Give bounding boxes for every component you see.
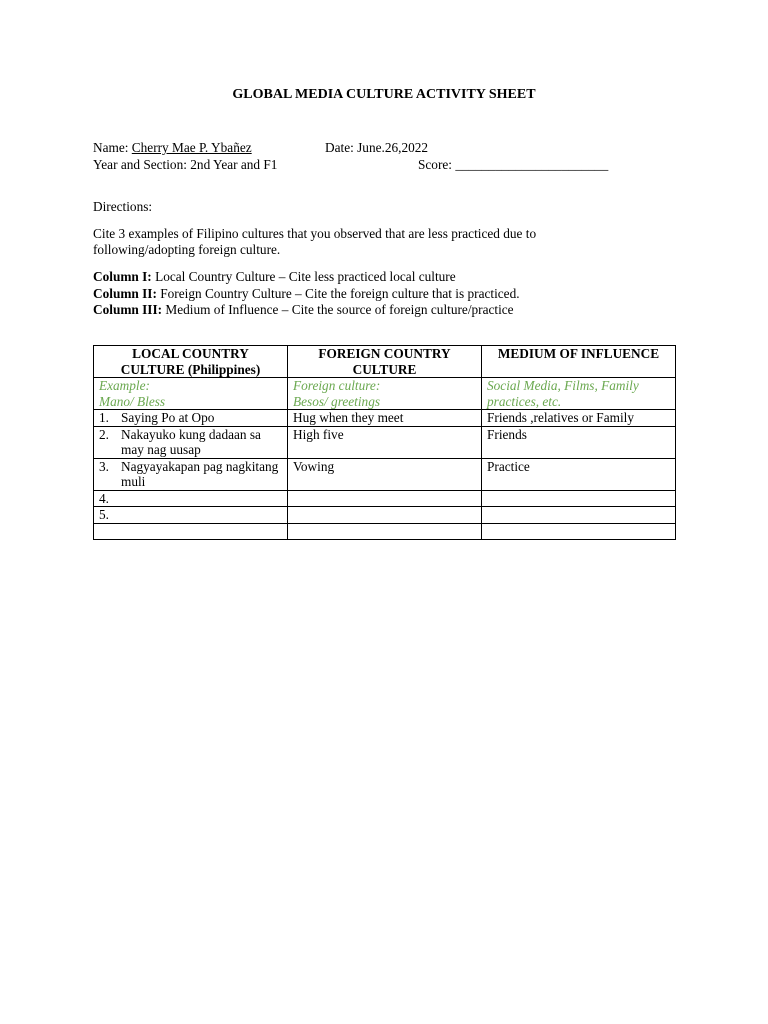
- local-cell: 3. Nagyayakapan pag nagkitang muli: [94, 458, 288, 490]
- example-local-cell: Example: Mano/ Bless: [94, 378, 288, 410]
- column-1-description: [93, 269, 456, 285]
- table-row: [94, 490, 676, 507]
- section-value: 2nd Year and F1: [190, 157, 278, 172]
- table-row: [94, 523, 676, 539]
- column-2-label: Column II:: [93, 286, 157, 301]
- column-2-description: [93, 286, 520, 302]
- name-label: Name:: [93, 140, 129, 155]
- culture-table: [93, 345, 676, 540]
- foreign-cell: High five: [288, 426, 482, 458]
- foreign-cell: [288, 490, 482, 507]
- medium-cell: [482, 523, 676, 539]
- medium-cell: Friends ,relatives or Family: [482, 410, 676, 427]
- column-2-text: Foreign Country Culture – Cite the foreign culture that is practiced.: [160, 286, 520, 301]
- column-1-label: Column I:: [93, 269, 152, 284]
- medium-cell: [482, 490, 676, 507]
- section-label: Year and Section:: [93, 157, 187, 172]
- foreign-cell: [288, 523, 482, 539]
- local-cell: 5.: [94, 507, 288, 524]
- medium-cell: [482, 507, 676, 524]
- table-row: [94, 458, 676, 490]
- header-local-country-culture: LOCAL COUNTRY CULTURE (Philippines): [94, 346, 288, 378]
- name-value: Cherry Mae P. Ybañez: [131, 140, 252, 155]
- foreign-cell: Hug when they meet: [288, 410, 482, 427]
- score-line: [418, 157, 608, 173]
- table-header-row: [94, 346, 676, 378]
- header-foreign-country-culture: FOREIGN COUNTRY CULTURE: [288, 346, 482, 378]
- medium-cell: Friends: [482, 426, 676, 458]
- table-row: [94, 507, 676, 524]
- foreign-cell: [288, 507, 482, 524]
- foreign-cell: Vowing: [288, 458, 482, 490]
- column-1-text: Local Country Culture – Cite less practiced local culture: [155, 269, 456, 284]
- section-line: [93, 157, 277, 173]
- column-3-label: Column III:: [93, 302, 163, 317]
- local-cell: [94, 523, 288, 539]
- medium-cell: Practice: [482, 458, 676, 490]
- column-3-text: Medium of Influence – Cite the source of foreign culture/practice: [165, 302, 514, 317]
- column-3-description: [93, 302, 514, 318]
- directions-label: Directions:: [93, 199, 153, 214]
- header-medium-of-influence: MEDIUM OF INFLUENCE: [482, 346, 676, 378]
- page-title: GLOBAL MEDIA CULTURE ACTIVITY SHEET: [232, 87, 536, 102]
- table-row: [94, 410, 676, 427]
- name-line: [93, 140, 252, 156]
- table-example-row: [94, 378, 676, 410]
- example-foreign-cell: Foreign culture: Besos/ greetings: [288, 378, 482, 410]
- date-line: [325, 140, 428, 156]
- example-medium-cell: Social Media, Films, Family practices, etc.: [482, 378, 676, 410]
- local-cell: 2. Nakayuko kung dadaan sa may nag uusap: [94, 426, 288, 458]
- date-label: Date:: [325, 140, 354, 155]
- score-value: _______________________: [455, 157, 609, 172]
- local-cell: 1. Saying Po at Opo: [94, 410, 288, 427]
- table-row: [94, 426, 676, 458]
- date-value: June.26,2022: [357, 140, 429, 155]
- directions-text: Cite 3 examples of Filipino cultures that you observed that are less practiced due to following/adopting foreign culture.: [93, 226, 537, 257]
- score-label: Score:: [418, 157, 452, 172]
- local-cell: 4.: [94, 490, 288, 507]
